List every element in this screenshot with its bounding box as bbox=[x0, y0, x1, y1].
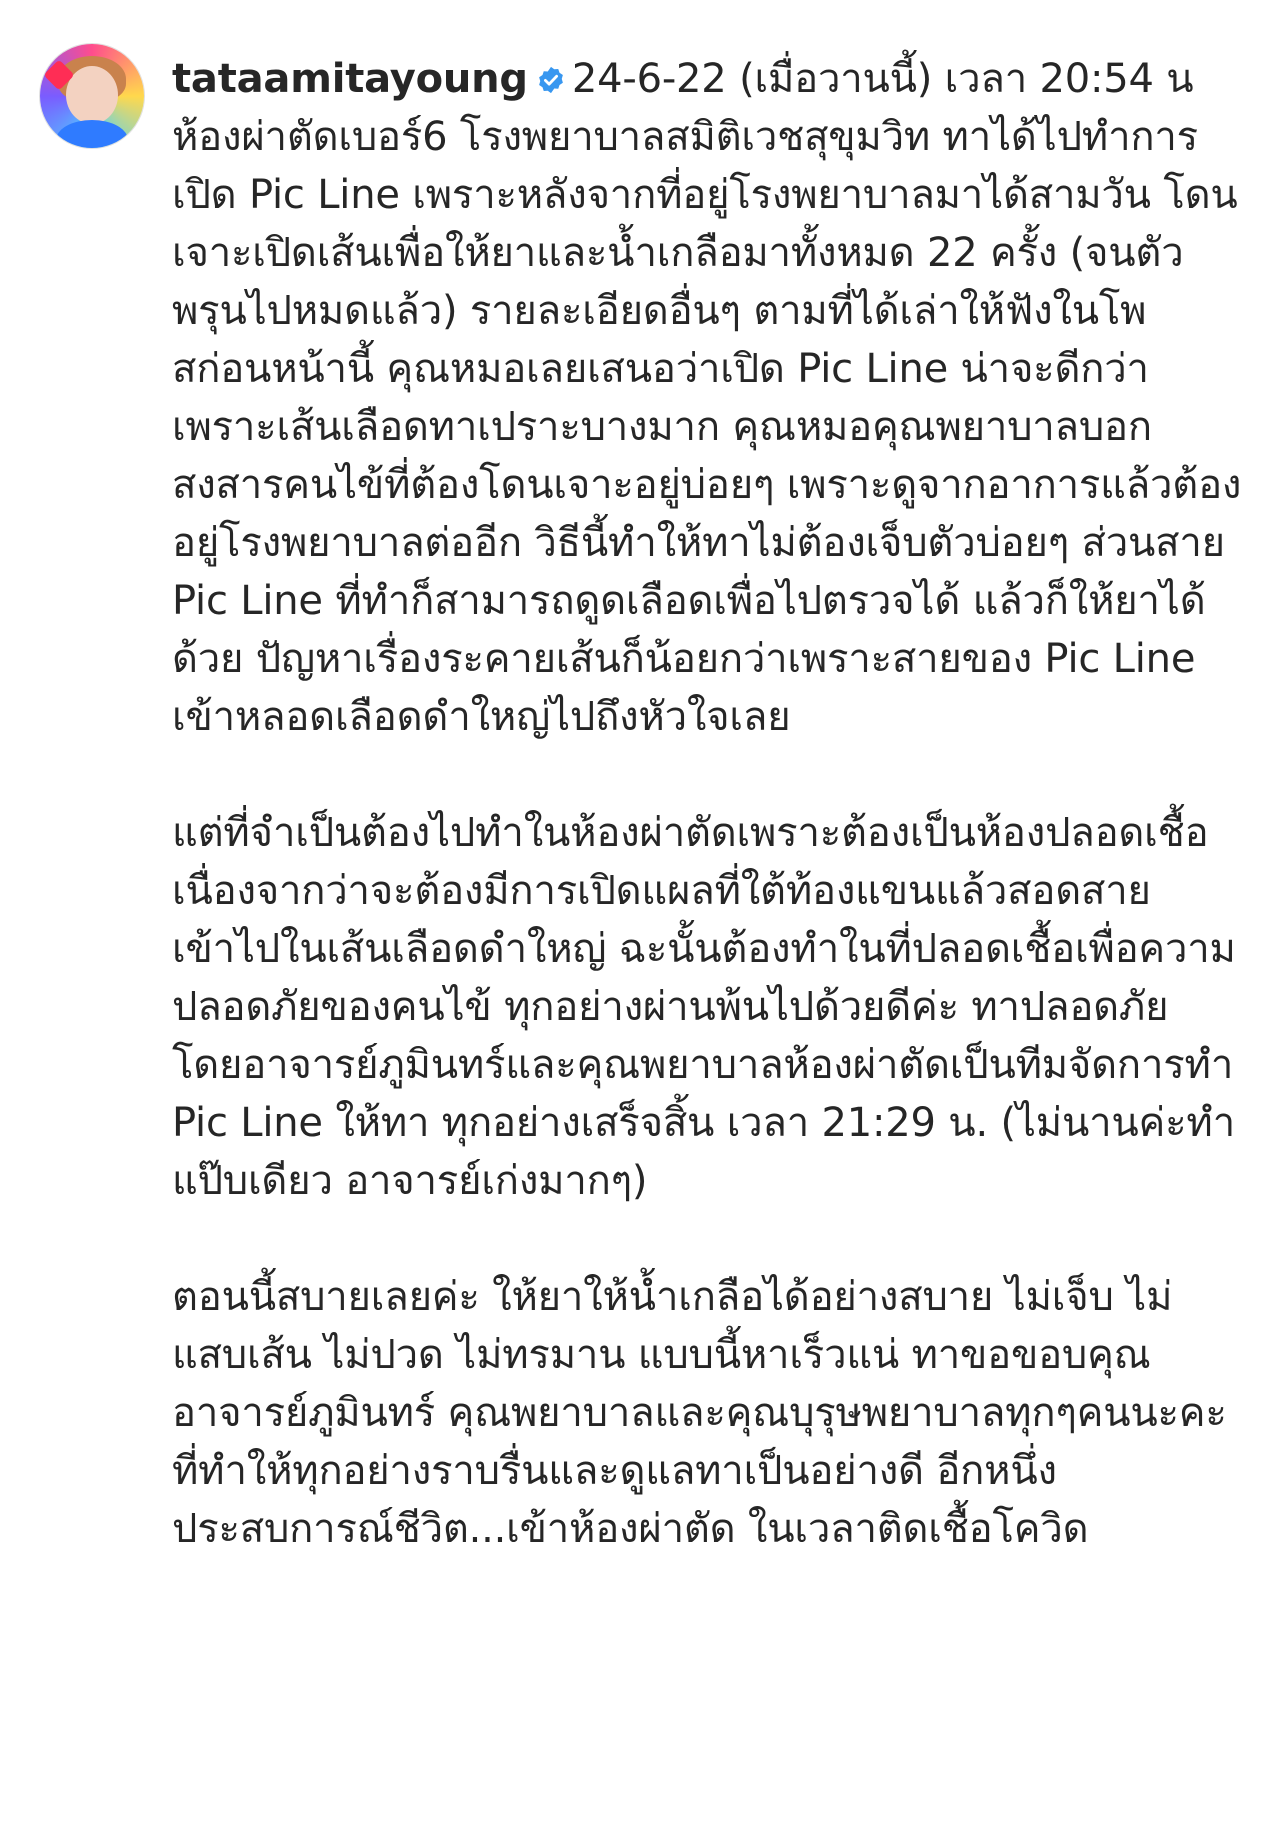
caption-paragraph-1 bbox=[172, 50, 1242, 746]
caption-paragraph-2 bbox=[172, 804, 1242, 1210]
avatar-dress bbox=[56, 120, 128, 148]
caption-text-2: แต่ที่จำเป็นต้องไปทำในห้องผ่าตัดเพราะต้องเป็นห้องปลอดเชื้อเนื่องจากว่าจะต้องมีการเปิดแผลที่ใต้ท้องแขนแล้วสอดสายเข้าไปในเส้นเลือดดำใหญ่ ฉะนั้นต้องทำในที่ปลอดเชื้อเพื่อความปลอดภัยของคนไข้ ทุกอย่างผ่านพ้นไปด้วยดีค่ะ ทาปลอดภัย โดยอาจารย์ภูมินทร์และคุณพยาบาลห้องผ่าตัดเป็นทีมจัดการทำ Pic Line ให้ทา ทุกอย่างเสร็จสิ้น เวลา 21:29 น. (ไม่นานค่ะทำแป๊บเดียว อาจารย์เก่งมากๆ) bbox=[172, 810, 1236, 1204]
caption-text-3: ตอนนี้สบายเลยค่ะ ให้ยาให้น้ำเกลือได้อย่างสบาย ไม่เจ็บ ไม่แสบเส้น ไม่ปวด ไม่ทรมาน แบบนี้หาเร็วแน่ ทาขอขอบคุณอาจารย์ภูมินทร์ คุณพยาบาลและคุณบุรุษพยาบาลทุกๆคนนะคะ ที่ทำให้ทุกอย่างราบรื่นและดูแลทาเป็นอย่างดี อีกหนึ่งประสบการณ์ชีวิต...เข้าห้องผ่าตัด ในเวลาติดเชื้อโควิด bbox=[172, 1274, 1227, 1552]
username-link[interactable]: tataamitayoung bbox=[172, 56, 528, 102]
verified-badge-icon bbox=[536, 65, 566, 95]
post-caption bbox=[172, 50, 1242, 1616]
avatar-face bbox=[66, 66, 118, 124]
caption-paragraph-3 bbox=[172, 1268, 1242, 1558]
profile-avatar[interactable] bbox=[40, 44, 144, 148]
caption-text-1: 24-6-22 (เมื่อวานนี้) เวลา 20:54 น ห้องผ่าตัดเบอร์6 โรงพยาบาลสมิติเวชสุขุมวิท ทาได้ไปทำการเปิด Pic Line เพราะหลังจากที่อยู่โรงพยาบาลมาได้สามวัน โดนเจาะเปิดเส้นเพื่อให้ยาและน้ำเกลือมาทั้งหมด 22 ครั้ง (จนตัวพรุนไปหมดแล้ว) รายละเอียดอื่นๆ ตามที่ได้เล่าให้ฟังในโพสก่อนหน้านี้ คุณหมอเลยเสนอว่าเปิด Pic Line น่าจะดีกว่าเพราะเส้นเลือดทาเปราะบางมาก คุณหมอคุณพยาบาลบอกสงสารคนไข้ที่ต้องโดนเจาะอยู่บ่อยๆ เพราะดูจากอาการแล้วต้องอยู่โรงพยาบาลต่ออีก วิธีนี้ทำให้ทาไม่ต้องเจ็บตัวบ่อยๆ ส่วนสาย Pic Line ที่ทำก็สามารถดูดเลือดเพื่อไปตรวจได้ แล้วก็ให้ยาได้ด้วย ปัญหาเรื่องระคายเส้นก็น้อยกว่าเพราะสายของ Pic Line เข้าหลอดเลือดดำใหญ่ไปถึงหัวใจเลย bbox=[172, 56, 1242, 740]
